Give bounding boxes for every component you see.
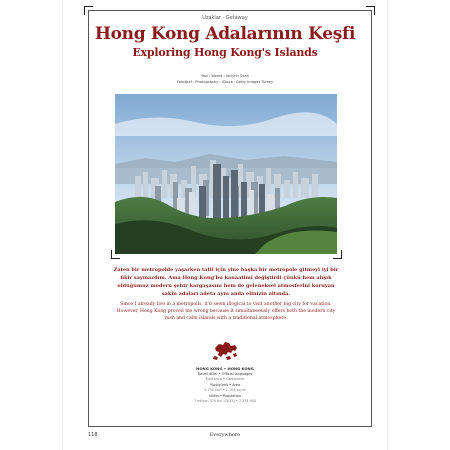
hong-kong-map-icon [211, 338, 241, 364]
page-number: 118 [88, 432, 98, 438]
magazine-page [63, 0, 387, 450]
writer-credit: Yazı : Words : Jaclynn Seah [201, 74, 249, 78]
corner-mark-bottom-left [111, 250, 120, 259]
hong-kong-skyline-photo [115, 94, 337, 254]
article-title: Hong Kong Adalarının Keşfi [94, 24, 356, 44]
fact-box [63, 366, 387, 405]
corner-mark-top-right [366, 6, 375, 15]
fact-population-value: 7 milyon 374 bin (2022) • 7,374,900 [193, 399, 257, 403]
skyline-illustration [115, 94, 337, 254]
body-paragraph: Since I already live in a metropolis, it'd seem illogical to visit another big city for vacation. However, Hong Kong proved me wrong because it simultaneously offers both the modern city rush and calm islands with a traditional atmosphere. [116, 302, 336, 321]
magazine-name: Everywhere [209, 432, 241, 438]
fact-box-heading: HONG KONG • HONG KONG [196, 366, 254, 371]
fact-area-label: Yüzölçümü • Area [209, 383, 241, 387]
intro-paragraph: Zaten bir metropolde yaşarken tatil için yine başka bir metropole gitmeyi iyi bir fikir saymazdım. Ama Hong Kong'bu kanaatimi değiştirdi çünkü hem alışık olduğumuz modern şehir kargaşasını hem de geleneksel atmosferini koruyan sakin adaları adeta aynı anda elinizin altında. [113, 267, 339, 297]
fact-languages-label: Resmî diller • Official languages [197, 372, 253, 376]
section-label: Uzaklar · Getaway [202, 15, 248, 21]
photographer-credit: Fotoğraf : Photography : iStock · Getty Images Turkey [176, 80, 274, 84]
fact-languages-value: Kantonca • Cantonese [205, 377, 245, 381]
corner-mark-bottom-right [333, 250, 342, 259]
article-subtitle: Exploring Hong Kong's Islands [132, 46, 318, 59]
credits [63, 73, 387, 85]
corner-mark-top-left [84, 6, 93, 15]
fact-population-label: Nüfus • Population [209, 394, 241, 398]
fact-area-value: 2.755 km² • 1.104 sq mi [204, 388, 246, 392]
